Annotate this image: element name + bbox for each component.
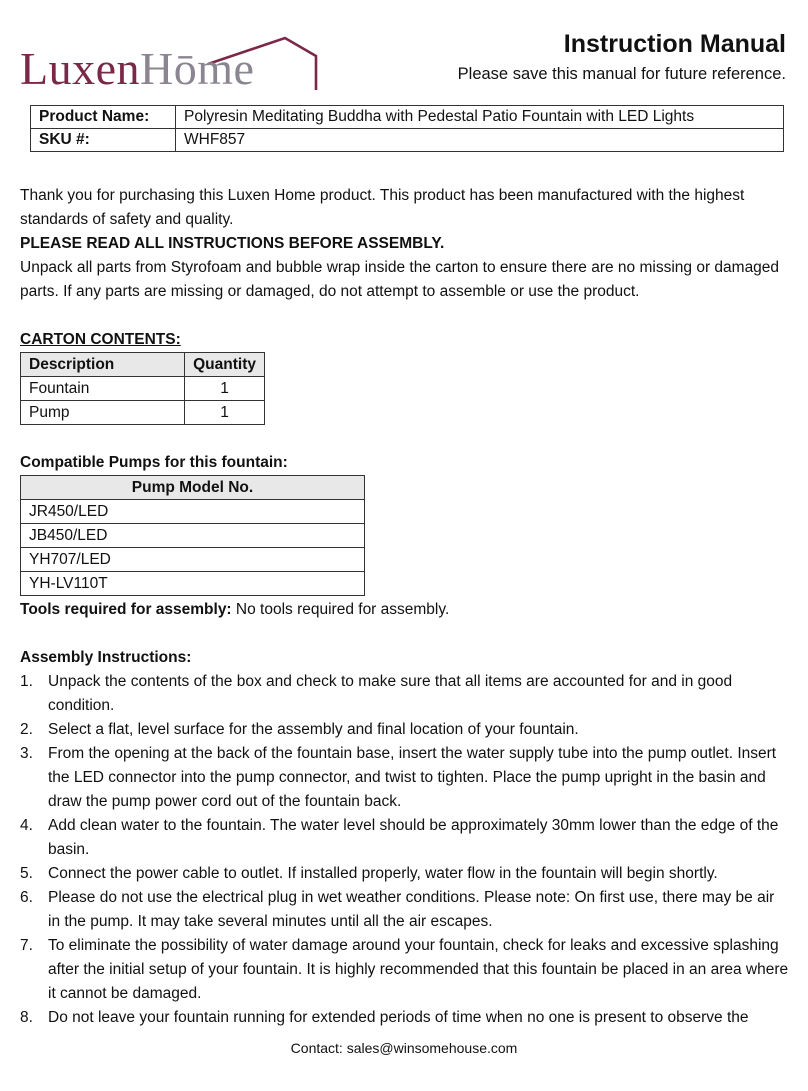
pump-model: YH-LV110T <box>21 572 365 596</box>
carton-contents-heading: CARTON CONTENTS: <box>20 331 181 348</box>
pump-model: JB450/LED <box>21 524 365 548</box>
step-text: Select a flat, level surface for the assembly and final location of your fountain. <box>48 721 579 738</box>
page-title: Instruction Manual <box>563 30 786 58</box>
carton-item-quantity: 1 <box>185 401 265 425</box>
thanks-paragraph: Thank you for purchasing this Luxen Home product. This product has been manufactured with the highest standards of safety and quality. <box>20 187 745 228</box>
table-row <box>21 377 265 401</box>
product-info-table <box>30 105 784 152</box>
table-row <box>21 500 365 524</box>
step-text: Please do not use the electrical plug in wet weather conditions. Please note: On first use, there may be air in the pump. It may take several minutes until all the air escapes. <box>48 889 775 930</box>
table-row <box>21 548 365 572</box>
col-description: Description <box>21 353 185 377</box>
carton-item-description: Fountain <box>21 377 185 401</box>
carton-contents-table <box>20 352 265 425</box>
pump-model: YH707/LED <box>21 548 365 572</box>
unpack-paragraph: Unpack all parts from Styrofoam and bubble wrap inside the carton to ensure there are no missing or damaged parts. If any parts are missing or damaged, do not attempt to assemble or use the product. <box>20 259 780 300</box>
product-name-label: Product Name: <box>31 106 176 129</box>
col-quantity: Quantity <box>185 353 265 377</box>
tools-required <box>20 598 790 622</box>
compatible-pumps-heading: Compatible Pumps for this fountain: <box>20 454 288 471</box>
tools-value: No tools required for assembly. <box>231 601 450 618</box>
product-name-value: Polyresin Meditating Buddha with Pedestal Patio Fountain with LED Lights <box>176 106 784 129</box>
assembly-heading: Assembly Instructions: <box>20 649 192 666</box>
table-row <box>21 572 365 596</box>
sku-label: SKU #: <box>31 129 176 152</box>
step-text: Do not leave your fountain running for extended periods of time when no one is present to observe the <box>48 1009 749 1026</box>
table-row <box>31 129 784 152</box>
list-item: 1. Unpack the contents of the box and check to make sure that all items are accounted for and in good condition. <box>20 673 733 714</box>
list-item: 5. Connect the power cable to outlet. If installed properly, water flow in the fountain will begin shortly. <box>20 865 718 882</box>
list-item: 4. Add clean water to the fountain. The water level should be approximately 30mm lower than the edge of the basin. <box>20 817 779 858</box>
step-text: From the opening at the back of the fountain base, insert the water supply tube into the pump outlet. Insert the LED connector into the pump connector, and twist to tighten. Place the pump upright in the basin and draw the pump power cord out of the fountain back. <box>48 745 777 810</box>
table-row <box>21 401 265 425</box>
step-text: To eliminate the possibility of water damage around your fountain, check for leaks and excessive splashing after the initial setup of your fountain. It is highly recommended that this fountain be placed in an area where it cannot be damaged. <box>48 937 789 1002</box>
compatible-pumps-table <box>20 475 365 596</box>
intro-text <box>20 184 790 304</box>
carton-item-quantity: 1 <box>185 377 265 401</box>
logo-wordmark: LuxenHōme <box>20 43 255 94</box>
carton-item-description: Pump <box>21 401 185 425</box>
tools-label: Tools required for assembly: <box>20 601 232 618</box>
list-item: 2. Select a flat, level surface for the assembly and final location of your fountain. <box>20 721 579 738</box>
page-subtitle: Please save this manual for future reference. <box>457 65 786 83</box>
step-text: Add clean water to the fountain. The water level should be approximately 30mm lower than the edge of the basin. <box>48 817 779 858</box>
contact-footer: Contact: sales@winsomehouse.com <box>290 1040 518 1056</box>
list-item: 6. Please do not use the electrical plug in wet weather conditions. Please note: On first use, there may be air in the pump. It may take several minutes until all the air escapes. <box>20 889 775 930</box>
step-text: Unpack the contents of the box and check to make sure that all items are accounted for and in good condition. <box>48 673 733 714</box>
table-header-row <box>21 476 365 500</box>
list-item: 7. To eliminate the possibility of water damage around your fountain, check for leaks and excessive splashing after the initial setup of your fountain. It is highly recommended that this fountain be placed in an area where it cannot be damaged. <box>20 937 789 1002</box>
col-pump-model: Pump Model No. <box>21 476 365 500</box>
table-row <box>31 106 784 129</box>
brand-logo <box>20 34 320 96</box>
list-item: 8. Do not leave your fountain running for extended periods of time when no one is present to observe the <box>20 1009 749 1026</box>
step-text: Connect the power cable to outlet. If installed properly, water flow in the fountain will begin shortly. <box>48 865 718 882</box>
pump-model: JR450/LED <box>21 500 365 524</box>
assembly-steps-list <box>20 670 790 1030</box>
table-row <box>21 524 365 548</box>
sku-value: WHF857 <box>176 129 784 152</box>
read-instructions-warning: PLEASE READ ALL INSTRUCTIONS BEFORE ASSEMBLY. <box>20 235 445 252</box>
list-item: 3. From the opening at the back of the fountain base, insert the water supply tube into the pump outlet. Insert the LED connector into the pump connector, and twist to tighten. Place the pump upright in the basin and draw the pump power cord out of the fountain back. <box>20 745 777 810</box>
table-header-row <box>21 353 265 377</box>
